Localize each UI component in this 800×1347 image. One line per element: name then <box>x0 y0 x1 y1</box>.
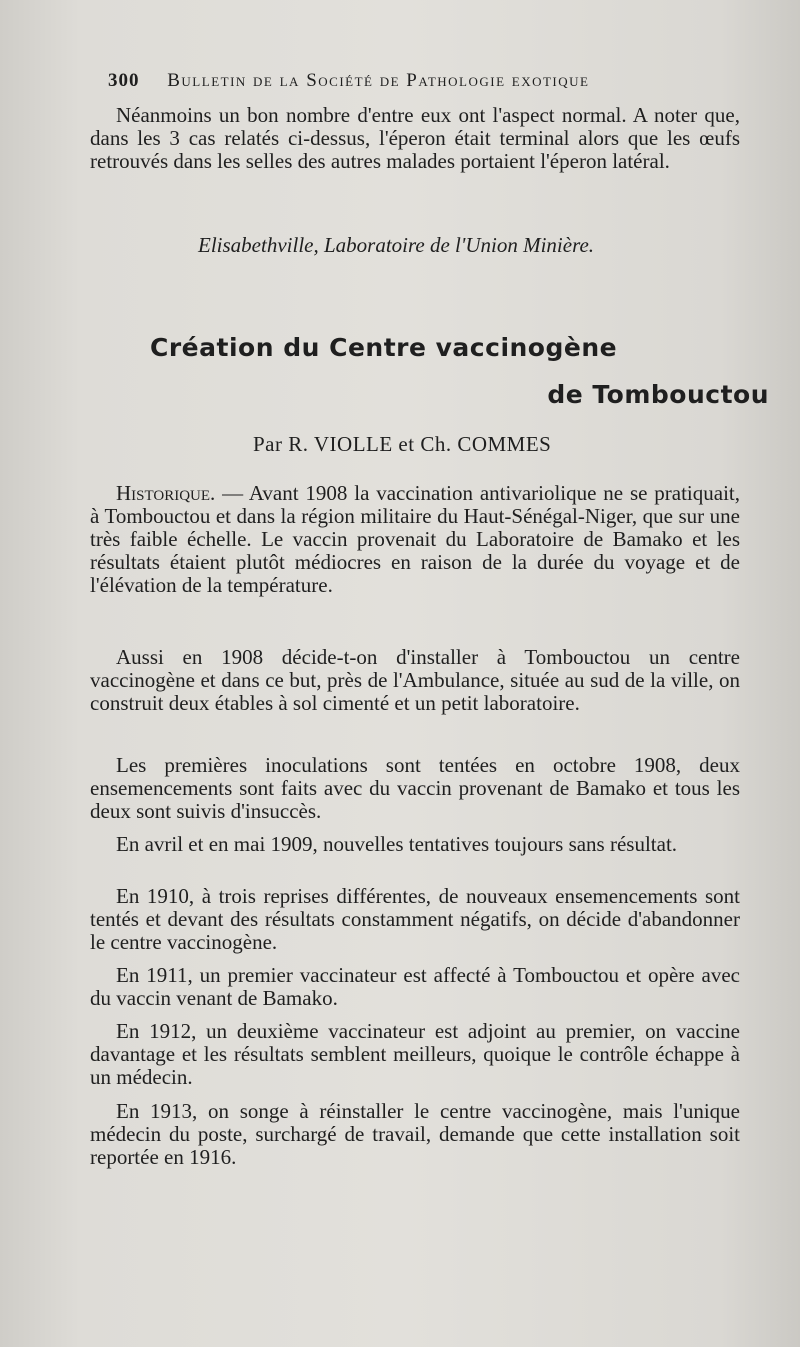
paragraph-text: — Avant 1908 la vaccination antivariolique ne se pratiquait, à Tombouctou et dans la région militaire du Haut-Sénégal-Niger, que sur une très faible échelle. Le vaccin provenait du Laboratoire de Bamako et les résultats étaient plutôt médiocres en raison de la durée du voyage et de l'élévation de la température. <box>90 481 740 597</box>
paragraph-5: En 1910, à trois reprises différentes, de nouveaux ensemencements sont tentés et devant des résultats constamment négatifs, on décide d'abandonner le centre vaccinogène. <box>90 884 740 954</box>
lead-word: Historique. <box>116 481 216 505</box>
journal-title: Bulletin de la Société de Pathologie exotique <box>167 70 590 91</box>
running-header <box>108 70 668 92</box>
paragraph-4: En avril et en mai 1909, nouvelles tentatives toujours sans résultat. <box>116 832 678 856</box>
paragraph-7: En 1912, un deuxième vaccinateur est adjoint au premier, on vaccine davantage et les résultats semblent meilleurs, quoique le contrôle échappe à un médecin. <box>90 1019 740 1089</box>
article-authors: Par R. VIOLLE et Ch. COMMES <box>253 432 552 456</box>
paragraph-2: Aussi en 1908 décide-t-on d'installer à Tombouctou un centre vaccinogène et dans ce but, près de l'Ambulance, située au sud de la ville, on construit deux étables à sol cimenté et un petit laboratoire. <box>90 645 740 715</box>
previous-article-signature: Elisabethville, Laboratoire de l'Union Minière. <box>198 233 595 257</box>
paragraph-historique <box>90 482 740 597</box>
paragraph-8: En 1913, on songe à réinstaller le centre vaccinogène, mais l'unique médecin du poste, surchargé de travail, demande que cette installation soit reportée en 1916. <box>90 1099 740 1169</box>
previous-article-closing-paragraph: Néanmoins un bon nombre d'entre eux ont l'aspect normal. A noter que, dans les 3 cas relatés ci-dessus, l'éperon était terminal alors que les œufs retrouvés dans les selles des autres malades portaient l'éperon latéral. <box>90 103 740 173</box>
article-title-line1: Création du Centre vaccinogène <box>150 333 618 362</box>
article-title-line2: de Tombouctou <box>547 380 769 409</box>
page-number: 300 <box>108 70 140 91</box>
paragraph-6: En 1911, un premier vaccinateur est affecté à Tombouctou et opère avec du vaccin venant de Bamako. <box>90 963 740 1010</box>
paragraph-3: Les premières inoculations sont tentées en octobre 1908, deux ensemencements sont faits avec du vaccin provenant de Bamako et tous les deux sont suivis d'insuccès. <box>90 753 740 823</box>
